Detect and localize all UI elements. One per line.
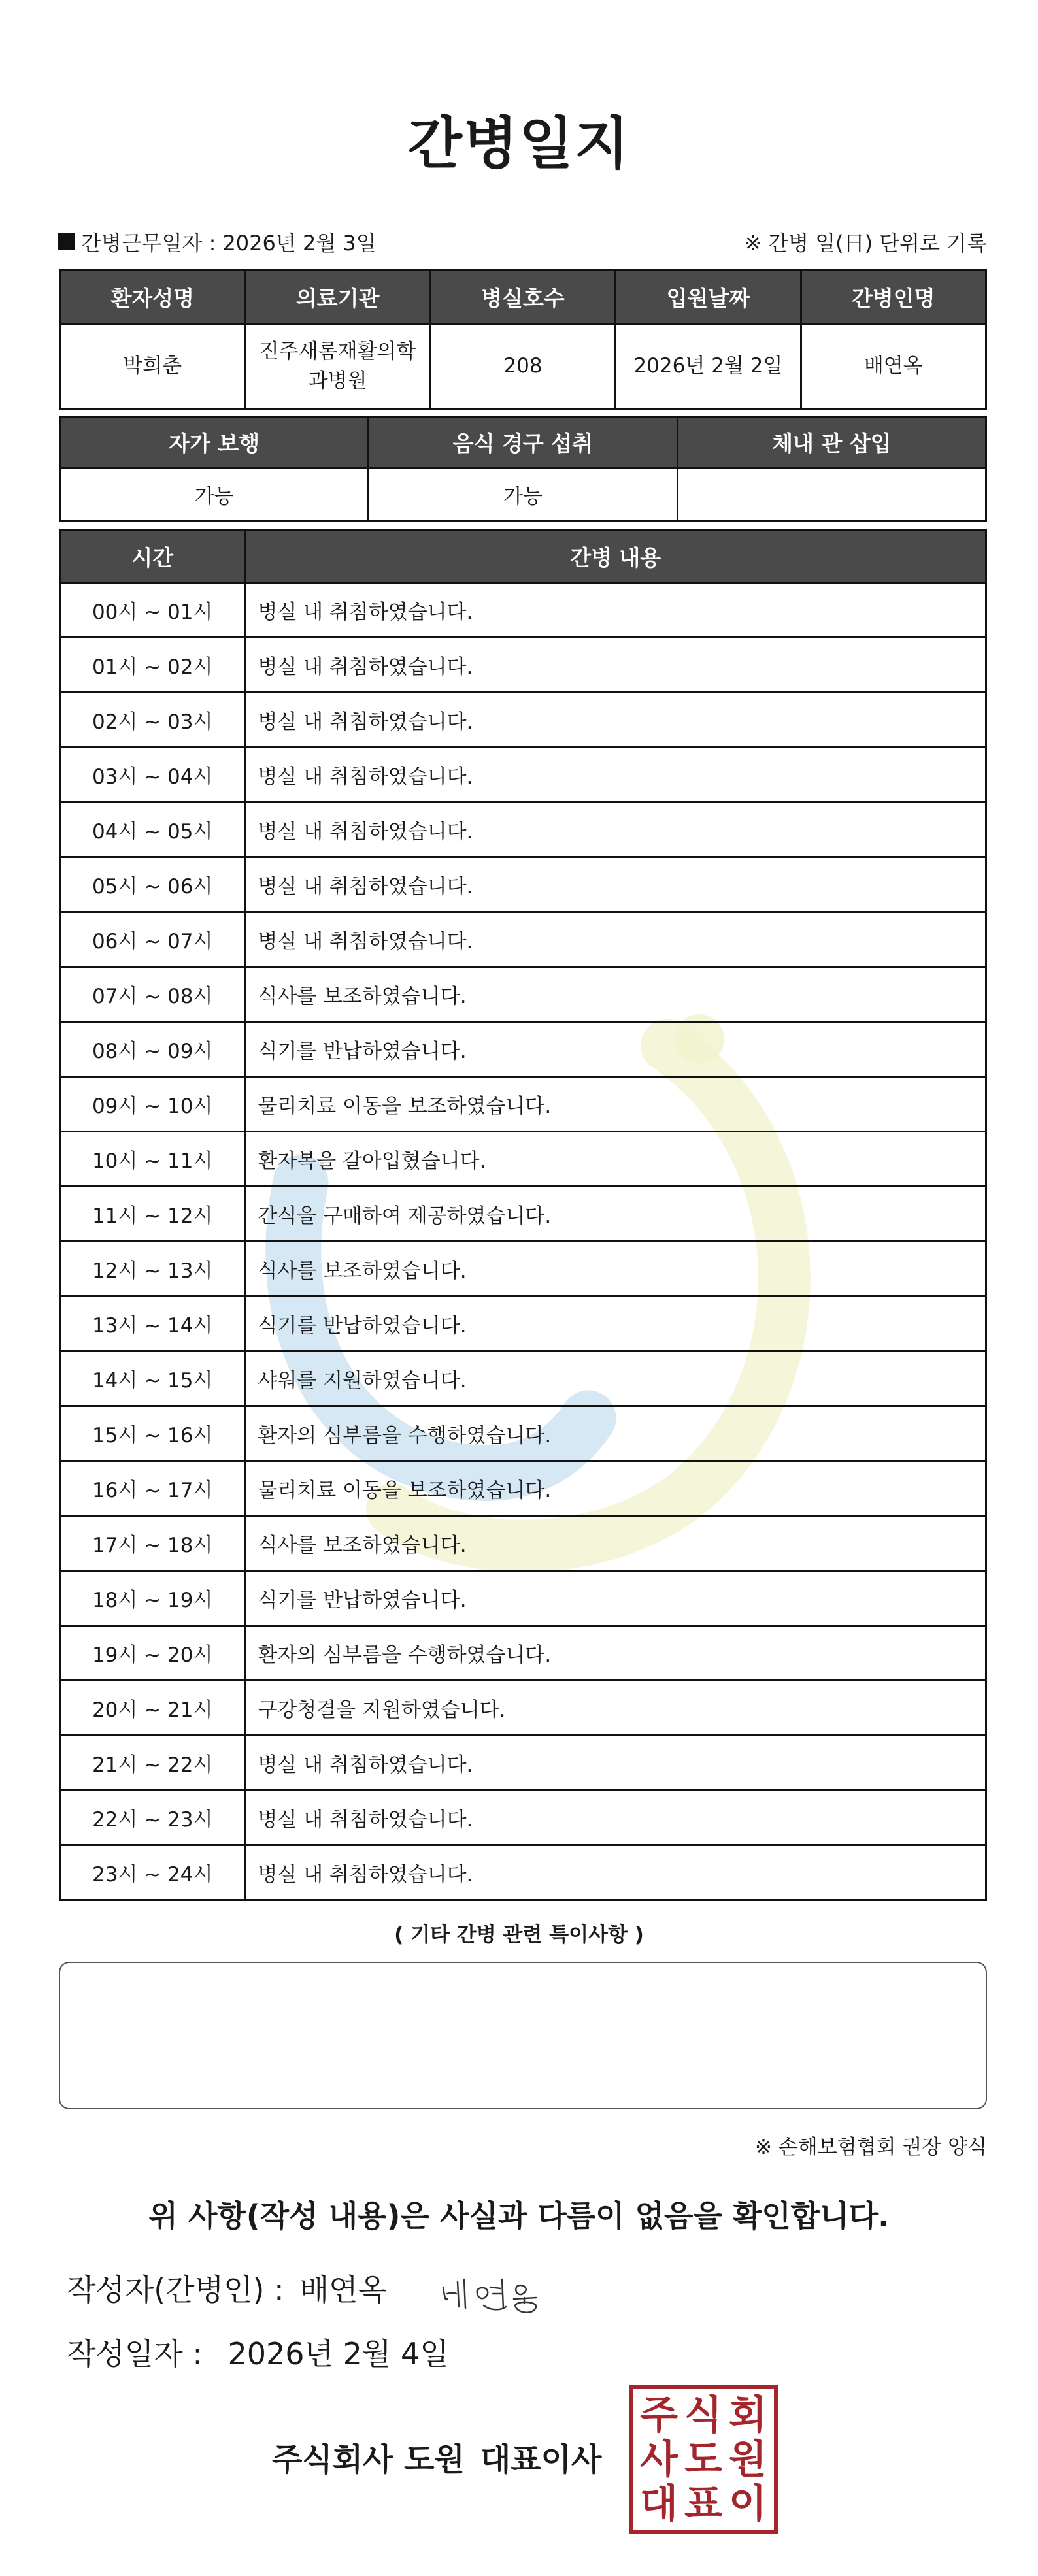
schedule-content: 병실 내 취침하였습니다. (245, 748, 986, 802)
square-bullet-icon (58, 233, 75, 250)
header-caregiver: 간병인명 (801, 271, 986, 324)
schedule-row (60, 857, 986, 912)
oral-intake-value: 가능 (369, 468, 677, 521)
schedule-time: 07시 ~ 08시 (60, 967, 245, 1022)
hospital-name-text: 진주새롬재활의학과병원 (259, 339, 416, 393)
schedule-time: 12시 ~ 13시 (60, 1242, 245, 1296)
special-notes-label: ( 기타 간병 관련 특이사항 ) (394, 1923, 644, 1947)
schedule-content: 환자복을 갈아입혔습니다. (245, 1132, 986, 1187)
self-walking-value: 가능 (60, 468, 369, 521)
stamp-glyph: 사 (640, 2437, 678, 2483)
schedule-row (60, 1351, 986, 1406)
header-meta (58, 222, 987, 261)
company-seal-stamp (629, 2385, 778, 2534)
schedule-content: 환자의 심부름을 수행하였습니다. (245, 1406, 986, 1461)
tube-insertion-value (677, 468, 986, 521)
handwritten-signature (438, 2268, 556, 2320)
schedule-time: 18시 ~ 19시 (60, 1571, 245, 1626)
schedule-row (60, 693, 986, 748)
schedule-content: 병실 내 취침하였습니다. (245, 1845, 986, 1900)
schedule-row (60, 967, 986, 1022)
schedule-time: 08시 ~ 09시 (60, 1022, 245, 1077)
stamp-glyph: 주 (640, 2392, 678, 2438)
company-signature (272, 2434, 601, 2479)
schedule-content: 병실 내 취침하였습니다. (245, 1736, 986, 1791)
schedule-content: 식사를 보조하였습니다. (245, 967, 986, 1022)
schedule-content: 간식을 구매하여 제공하였습니다. (245, 1187, 986, 1242)
schedule-content: 물리치료 이동을 보조하였습니다. (245, 1461, 986, 1516)
patient-name: 박희춘 (60, 324, 245, 409)
schedule-row (60, 1022, 986, 1077)
schedule-row (60, 1132, 986, 1187)
schedule-content: 물리치료 이동을 보조하였습니다. (245, 1077, 986, 1132)
special-notes-box (59, 1962, 987, 2109)
schedule-time: 06시 ~ 07시 (60, 912, 245, 967)
header-self-walking: 자가 보행 (60, 417, 369, 468)
schedule-content: 환자의 심부름을 수행하였습니다. (245, 1626, 986, 1681)
schedule-time: 23시 ~ 24시 (60, 1845, 245, 1900)
written-date-value: 2026년 2월 4일 (227, 2336, 449, 2371)
record-unit-note: ※ 간병 일(日) 단위로 기록 (744, 231, 987, 256)
work-date-value: 2026년 2월 3일 (222, 231, 377, 256)
recommendation-note: ※ 손해보험협회 권장 양식 (755, 2136, 987, 2159)
schedule-time: 10시 ~ 11시 (60, 1132, 245, 1187)
header-time: 시간 (60, 531, 245, 583)
schedule-time: 19시 ~ 20시 (60, 1626, 245, 1681)
work-date (58, 227, 377, 257)
schedule-row (60, 583, 986, 638)
document-title: 간병일지 (407, 111, 631, 176)
writer-name: 배연옥 (299, 2272, 387, 2307)
schedule-row (60, 1791, 986, 1845)
schedule-row (60, 1187, 986, 1242)
schedule-time: 01시 ~ 02시 (60, 638, 245, 693)
schedule-row (60, 802, 986, 857)
schedule-content: 식사를 보조하였습니다. (245, 1516, 986, 1571)
schedule-time: 05시 ~ 06시 (60, 857, 245, 912)
company-title: 대표이사 (480, 2441, 602, 2478)
schedule-row (60, 1461, 986, 1516)
schedule-time: 15시 ~ 16시 (60, 1406, 245, 1461)
admission-date: 2026년 2월 2일 (616, 324, 801, 409)
schedule-content: 식기를 반납하였습니다. (245, 1571, 986, 1626)
schedule-content: 병실 내 취침하였습니다. (245, 1791, 986, 1845)
room-number: 208 (430, 324, 615, 409)
patient-info-table (59, 269, 987, 410)
stamp-glyph: 이 (729, 2481, 767, 2527)
stamp-glyph: 표 (684, 2481, 722, 2527)
schedule-row (60, 1242, 986, 1296)
schedule-time: 21시 ~ 22시 (60, 1736, 245, 1791)
header-room: 병실호수 (430, 271, 615, 324)
stamp-glyph: 대 (640, 2481, 678, 2527)
written-date-label: 작성일자 : (67, 2336, 203, 2371)
patient-status-table (59, 416, 987, 522)
schedule-content: 병실 내 취침하였습니다. (245, 583, 986, 638)
schedule-row (60, 1736, 986, 1791)
schedule-row (60, 1681, 986, 1736)
schedule-content: 병실 내 취침하였습니다. (245, 693, 986, 748)
schedule-row (60, 1516, 986, 1571)
schedule-time: 14시 ~ 15시 (60, 1351, 245, 1406)
schedule-time: 09시 ~ 10시 (60, 1077, 245, 1132)
written-date-row (67, 2330, 449, 2373)
hospital-name (245, 324, 430, 409)
schedule-row (60, 1626, 986, 1681)
confirmation-statement: 위 사항(작성 내용)은 사실과 다름이 없음을 확인합니다. (148, 2198, 890, 2234)
stamp-glyph: 도 (684, 2437, 722, 2483)
schedule-row (60, 1571, 986, 1626)
schedule-content: 병실 내 취침하였습니다. (245, 802, 986, 857)
schedule-content: 병실 내 취침하였습니다. (245, 857, 986, 912)
schedule-content: 식사를 보조하였습니다. (245, 1242, 986, 1296)
schedule-body (60, 583, 986, 1900)
schedule-row (60, 748, 986, 802)
schedule-time: 22시 ~ 23시 (60, 1791, 245, 1845)
schedule-content: 병실 내 취침하였습니다. (245, 912, 986, 967)
schedule-row (60, 912, 986, 967)
schedule-time: 03시 ~ 04시 (60, 748, 245, 802)
schedule-content: 병실 내 취침하였습니다. (245, 638, 986, 693)
writer-label: 작성자(간병인) : (67, 2272, 284, 2307)
schedule-row (60, 1406, 986, 1461)
schedule-row (60, 638, 986, 693)
schedule-time: 20시 ~ 21시 (60, 1681, 245, 1736)
header-patient-name: 환자성명 (60, 271, 245, 324)
schedule-time: 02시 ~ 03시 (60, 693, 245, 748)
schedule-row (60, 1296, 986, 1351)
schedule-content: 식기를 반납하였습니다. (245, 1022, 986, 1077)
header-care-content: 간병 내용 (245, 531, 986, 583)
schedule-row (60, 1845, 986, 1900)
schedule-time: 11시 ~ 12시 (60, 1187, 245, 1242)
schedule-content: 식기를 반납하였습니다. (245, 1296, 986, 1351)
stamp-glyph: 회 (729, 2392, 767, 2438)
schedule-time: 17시 ~ 18시 (60, 1516, 245, 1571)
header-admission-date: 입원날짜 (616, 271, 801, 324)
stamp-glyph: 원 (729, 2437, 767, 2483)
schedule-content: 샤워를 지원하였습니다. (245, 1351, 986, 1406)
header-hospital: 의료기관 (245, 271, 430, 324)
schedule-time: 00시 ~ 01시 (60, 583, 245, 638)
schedule-time: 13시 ~ 14시 (60, 1296, 245, 1351)
header-tube-insertion: 체내 관 삽입 (677, 417, 986, 468)
care-schedule-table (59, 529, 987, 1901)
stamp-glyph: 식 (684, 2392, 722, 2438)
schedule-time: 04시 ~ 05시 (60, 802, 245, 857)
schedule-time: 16시 ~ 17시 (60, 1461, 245, 1516)
caregiver-name: 배연옥 (801, 324, 986, 409)
schedule-row (60, 1077, 986, 1132)
header-oral-intake: 음식 경구 섭취 (369, 417, 677, 468)
schedule-content: 구강청결을 지원하였습니다. (245, 1681, 986, 1736)
work-date-label: 간병근무일자 : (81, 231, 216, 256)
company-name: 주식회사 도원 (272, 2441, 465, 2478)
writer-row (67, 2266, 387, 2309)
